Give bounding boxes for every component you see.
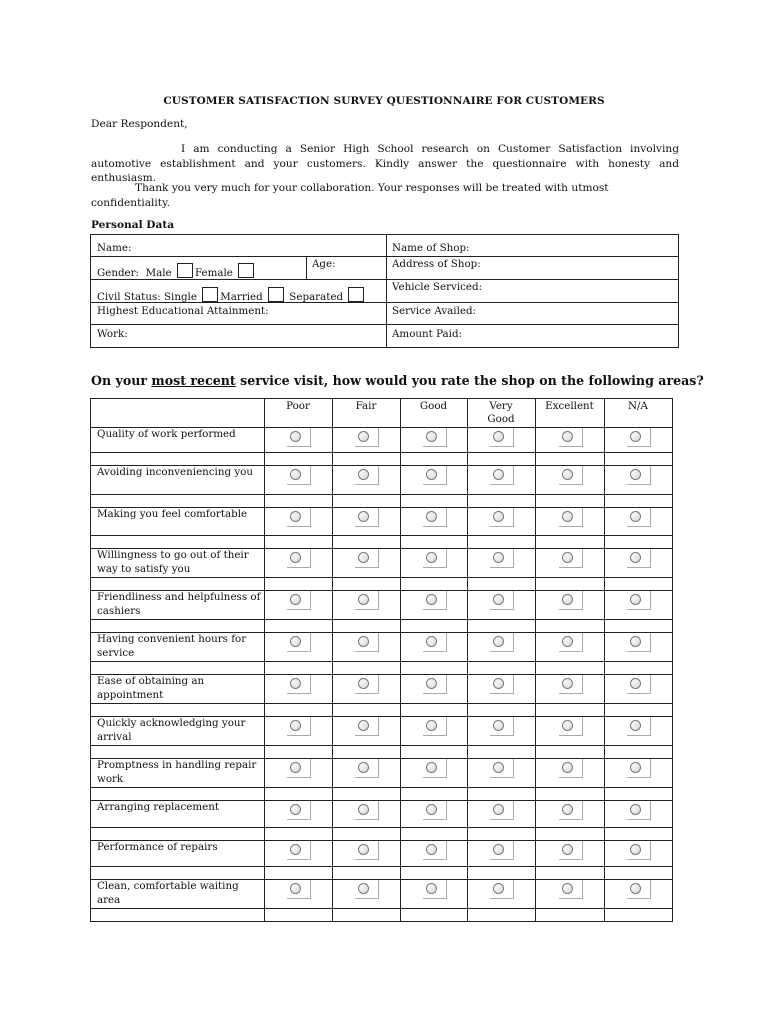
civil-status-field: Civil Status: Single Married Separated [97,287,366,303]
rating-item-label: Quickly acknowledging your arrival [97,717,246,743]
radio-button[interactable] [562,720,573,731]
rating-radio-cell[interactable] [559,841,583,860]
column-header-poor: Poor [286,400,310,412]
radio-button[interactable] [358,552,369,563]
rating-radio-cell[interactable] [627,801,651,820]
radio-button[interactable] [290,720,301,731]
vehicle-field[interactable]: Vehicle Serviced: [392,281,483,293]
rating-radio-cell[interactable] [423,428,447,447]
radio-button[interactable] [358,720,369,731]
radio-button[interactable] [630,844,641,855]
rating-radio-cell[interactable] [490,633,514,652]
rating-radio-cell[interactable] [287,801,311,820]
rating-radio-cell[interactable] [355,549,379,568]
radio-button[interactable] [426,804,437,815]
rating-item-label: Willingness to go out of their way to satisfy you [97,549,249,575]
shop-name-field[interactable]: Name of Shop: [392,242,470,254]
rating-radio-cell[interactable] [627,841,651,860]
radio-button[interactable] [562,431,573,442]
radio-button[interactable] [290,844,301,855]
rating-item-label: Friendliness and helpfulness of cashiers [97,591,261,617]
rating-radio-cell[interactable] [490,591,514,610]
rating-item-label: Performance of repairs [97,841,218,853]
radio-button[interactable] [290,678,301,689]
rating-radio-cell[interactable] [627,466,651,485]
rating-radio-cell[interactable] [627,717,651,736]
radio-button[interactable] [426,511,437,522]
amount-field[interactable]: Amount Paid: [392,328,463,340]
rating-radio-cell[interactable] [627,508,651,527]
work-field[interactable]: Work: [97,328,128,340]
separated-checkbox[interactable] [348,287,364,302]
rating-radio-cell[interactable] [355,466,379,485]
radio-button[interactable] [630,511,641,522]
rating-radio-cell[interactable] [559,549,583,568]
radio-button[interactable] [562,844,573,855]
rating-radio-cell[interactable] [627,675,651,694]
rating-radio-cell[interactable] [559,717,583,736]
rating-radio-cell[interactable] [490,508,514,527]
rating-item-label: Making you feel comfortable [97,508,248,520]
male-checkbox[interactable] [177,263,193,278]
column-header-fair: Fair [355,400,377,412]
rating-radio-cell[interactable] [355,591,379,610]
radio-button[interactable] [358,762,369,773]
radio-button[interactable] [426,594,437,605]
rating-radio-cell[interactable] [559,591,583,610]
radio-button[interactable] [493,511,504,522]
rating-radio-cell[interactable] [559,633,583,652]
radio-button[interactable] [493,552,504,563]
rating-radio-cell[interactable] [627,633,651,652]
radio-button[interactable] [630,762,641,773]
radio-button[interactable] [426,636,437,647]
column-header-good: Good [419,400,448,412]
radio-button[interactable] [290,469,301,480]
radio-button[interactable] [358,844,369,855]
rating-radio-cell[interactable] [355,633,379,652]
rating-radio-cell[interactable] [490,841,514,860]
document-title: CUSTOMER SATISFACTION SURVEY QUESTIONNAIRE FOR CUSTOMERS [163,95,605,107]
rating-item-label: Promptness in handling repair work [97,759,257,785]
radio-button[interactable] [358,594,369,605]
rating-radio-cell[interactable] [287,841,311,860]
rating-radio-cell[interactable] [423,633,447,652]
rating-radio-cell[interactable] [355,880,379,899]
radio-button[interactable] [493,804,504,815]
radio-button[interactable] [290,883,301,894]
rating-radio-cell[interactable] [423,880,447,899]
radio-button[interactable] [493,720,504,731]
rating-radio-cell[interactable] [287,508,311,527]
salutation: Dear Respondent, [91,118,188,130]
service-field[interactable]: Service Availed: [392,305,477,317]
rating-radio-cell[interactable] [355,841,379,860]
rating-radio-cell[interactable] [287,633,311,652]
radio-button[interactable] [493,594,504,605]
intro-paragraph: I am conducting a Senior High School research on Customer Satisfaction involving automotive establishment and your customers. Kindly answer the questionnaire with honesty and enthusiasm. [91,143,679,184]
radio-button[interactable] [426,469,437,480]
rating-radio-cell[interactable] [423,717,447,736]
radio-button[interactable] [562,469,573,480]
married-checkbox[interactable] [268,287,284,302]
rating-table [90,398,673,922]
rating-radio-cell[interactable] [627,880,651,899]
radio-button[interactable] [493,636,504,647]
radio-button[interactable] [426,552,437,563]
rating-radio-cell[interactable] [355,717,379,736]
rating-radio-cell[interactable] [355,801,379,820]
radio-button[interactable] [630,804,641,815]
radio-button[interactable] [562,552,573,563]
rating-radio-cell[interactable] [490,466,514,485]
radio-button[interactable] [493,883,504,894]
radio-button[interactable] [562,678,573,689]
education-field[interactable]: Highest Educational Attainment: [97,305,269,317]
radio-button[interactable] [630,594,641,605]
rating-radio-cell[interactable] [423,508,447,527]
name-field[interactable]: Name: [97,242,132,254]
radio-button[interactable] [358,883,369,894]
rating-radio-cell[interactable] [490,717,514,736]
rating-radio-cell[interactable] [423,759,447,778]
rating-radio-cell[interactable] [627,428,651,447]
radio-button[interactable] [290,511,301,522]
rating-radio-cell[interactable] [559,428,583,447]
radio-button[interactable] [562,883,573,894]
radio-button[interactable] [290,594,301,605]
personal-data-label: Personal Data [91,219,175,231]
column-header-n-a: N/A [628,400,648,412]
rating-radio-cell[interactable] [490,880,514,899]
shop-address-field[interactable]: Address of Shop: [392,258,481,270]
rating-radio-cell[interactable] [287,675,311,694]
rating-radio-cell[interactable] [490,801,514,820]
radio-button[interactable] [562,511,573,522]
rating-radio-cell[interactable] [559,675,583,694]
thanks-paragraph: Thank you very much for your collaboration. Your responses will be treated with utmost confidentiality. [91,182,609,209]
radio-button[interactable] [358,431,369,442]
rating-radio-cell[interactable] [287,466,311,485]
rating-radio-cell[interactable] [559,508,583,527]
rating-radio-cell[interactable] [490,428,514,447]
radio-button[interactable] [358,511,369,522]
radio-button[interactable] [630,469,641,480]
radio-button[interactable] [562,594,573,605]
rating-radio-cell[interactable] [287,759,311,778]
rating-item-label: Quality of work performed [97,428,236,440]
radio-button[interactable] [493,678,504,689]
rating-radio-cell[interactable] [287,717,311,736]
female-checkbox[interactable] [238,263,254,278]
radio-button[interactable] [426,431,437,442]
rating-radio-cell[interactable] [490,675,514,694]
radio-button[interactable] [493,844,504,855]
radio-button[interactable] [630,720,641,731]
rating-radio-cell[interactable] [355,675,379,694]
radio-button[interactable] [630,636,641,647]
rating-radio-cell[interactable] [355,508,379,527]
radio-button[interactable] [426,678,437,689]
radio-button[interactable] [493,762,504,773]
rating-radio-cell[interactable] [559,801,583,820]
rating-radio-cell[interactable] [559,759,583,778]
rating-radio-cell[interactable] [355,759,379,778]
radio-button[interactable] [290,762,301,773]
radio-button[interactable] [358,636,369,647]
radio-button[interactable] [290,552,301,563]
radio-button[interactable] [562,762,573,773]
rating-radio-cell[interactable] [423,801,447,820]
radio-button[interactable] [290,804,301,815]
rating-radio-cell[interactable] [287,428,311,447]
radio-button[interactable] [426,762,437,773]
radio-button[interactable] [493,469,504,480]
radio-button[interactable] [358,678,369,689]
rating-radio-cell[interactable] [423,466,447,485]
personal-data-table [90,234,679,348]
rating-radio-cell[interactable] [287,880,311,899]
rating-item-label: Arranging replacement [97,801,219,813]
rating-radio-cell[interactable] [627,759,651,778]
rating-radio-cell[interactable] [423,841,447,860]
rating-radio-cell[interactable] [490,549,514,568]
radio-button[interactable] [358,469,369,480]
gender-field: Gender: Male Female [97,263,256,279]
rating-question: On your most recent service visit, how would you rate the shop on the following areas? [91,373,704,388]
rating-radio-cell[interactable] [627,591,651,610]
radio-button[interactable] [630,678,641,689]
rating-radio-cell[interactable] [423,549,447,568]
rating-radio-cell[interactable] [559,880,583,899]
rating-radio-cell[interactable] [423,675,447,694]
radio-button[interactable] [290,636,301,647]
radio-button[interactable] [426,844,437,855]
rating-radio-cell[interactable] [490,759,514,778]
radio-button[interactable] [562,636,573,647]
rating-radio-cell[interactable] [423,591,447,610]
radio-button[interactable] [630,431,641,442]
rating-radio-cell[interactable] [287,549,311,568]
column-header-excellent: Excellent [545,400,594,412]
rating-item-label: Ease of obtaining an appointment [97,675,205,701]
radio-button[interactable] [426,883,437,894]
radio-button[interactable] [562,804,573,815]
age-field[interactable]: Age: [312,258,336,270]
radio-button[interactable] [290,431,301,442]
radio-button[interactable] [630,883,641,894]
radio-button[interactable] [426,720,437,731]
rating-item-label: Clean, comfortable waiting area [97,880,239,906]
rating-radio-cell[interactable] [287,591,311,610]
single-checkbox[interactable] [202,287,218,302]
radio-button[interactable] [630,552,641,563]
rating-radio-cell[interactable] [355,428,379,447]
rating-item-label: Avoiding inconveniencing you [97,466,253,478]
radio-button[interactable] [493,431,504,442]
rating-radio-cell[interactable] [627,549,651,568]
rating-item-label: Having convenient hours for service [97,633,247,659]
column-header-very-good: Very Good [487,400,515,425]
rating-radio-cell[interactable] [559,466,583,485]
radio-button[interactable] [358,804,369,815]
